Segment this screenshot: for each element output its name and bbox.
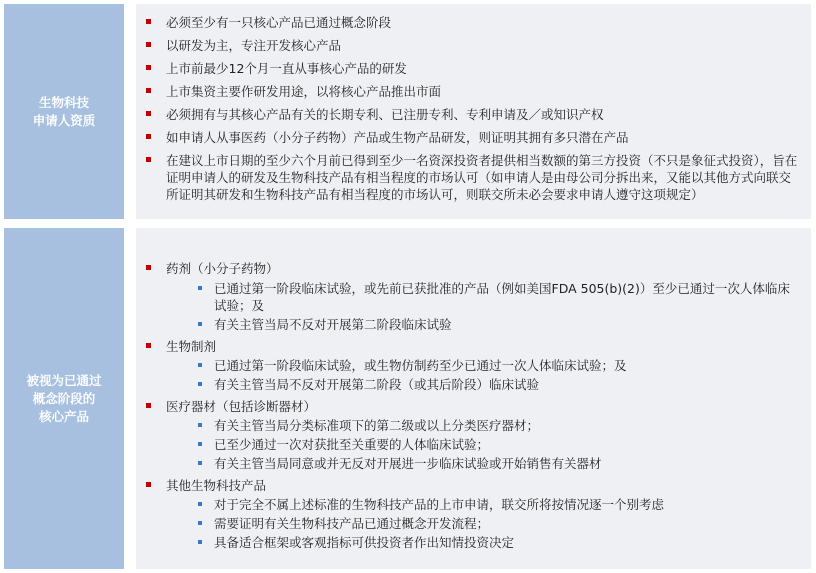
sub-item-text: 具备适合框架或客观指标可供投资者作出知情投资决定 (214, 535, 515, 550)
product-category-list (136, 398, 811, 415)
row-label: 生物科技 申请人资质 (32, 94, 96, 128)
row-label-cell (4, 228, 124, 569)
square-bullet-icon (198, 363, 202, 367)
square-bullet-icon (198, 502, 202, 506)
square-bullet-icon (146, 134, 151, 139)
list-item-text: 如申请人从事医药（小分子药物）产品或生物产品研发，则证明其拥有多只潜在产品 (166, 130, 629, 145)
requirements-list (136, 4, 811, 203)
row-content-cell (136, 4, 811, 219)
row-label: 被视为已通过 概念阶段的 核心产品 (26, 372, 102, 424)
row-content-cell (136, 228, 811, 569)
sub-item (136, 376, 811, 393)
square-bullet-icon (198, 521, 202, 525)
category-item (136, 398, 811, 415)
square-bullet-icon (198, 382, 202, 386)
square-bullet-icon (146, 157, 151, 162)
list-item-text: 在建议上市日期的至少六个月前已得到至少一名资深投资者提供相当数额的第三方投资（不只是象征式投资），旨在证明申请人的研发及生物科技产品有相当程度的市场认可（如申请人是由母公司分拆出来，又能以其他方式向联交所证明其研发和生物科技产品有相当程度的市场认可，则联交所未必会要求申请人遵守这项规定） (166, 153, 798, 202)
category-title: 医疗器材（包括诊断器材） (166, 399, 317, 414)
sub-item-text: 有关主管当局分类标准项下的第二级或以上分类医疗器材； (214, 418, 540, 433)
square-bullet-icon (146, 19, 151, 24)
square-bullet-icon (198, 423, 202, 427)
sub-item (136, 496, 811, 513)
list-item (136, 14, 811, 31)
applicant-qualification-row (0, 4, 816, 219)
product-category-list (136, 477, 811, 494)
square-bullet-icon (146, 403, 151, 408)
sub-item (136, 436, 811, 453)
sub-item-text: 已通过第一阶段临床试验，或生物仿制药至少已通过一次人体临床试验；及 (214, 358, 627, 373)
square-bullet-icon (146, 42, 151, 47)
category-item (136, 338, 811, 355)
list-item (136, 152, 811, 203)
category-item (136, 260, 811, 277)
category-title: 药剂（小分子药物） (166, 261, 279, 276)
category-sub-list (136, 496, 811, 551)
list-item (136, 129, 811, 146)
list-item (136, 106, 811, 123)
sub-item (136, 280, 799, 314)
sub-item-text: 已至少通过一次对获批至关重要的人体临床试验； (214, 437, 490, 452)
square-bullet-icon (198, 442, 202, 446)
sub-item-text: 已通过第一阶段临床试验，或先前已获批准的产品（例如美国FDA 505(b)(2)）至少已通过一次人体临床试验；及 (214, 281, 790, 313)
sub-item-text: 有关主管当局不反对开展第二阶段（或其后阶段）临床试验 (214, 377, 540, 392)
sub-item (136, 515, 811, 532)
core-product-row (0, 228, 816, 569)
sub-item (136, 534, 811, 551)
product-category-list (136, 228, 811, 277)
sub-item (136, 417, 811, 434)
square-bullet-icon (198, 322, 202, 326)
sub-item (136, 316, 799, 333)
sub-item-text: 有关主管当局同意或并无反对开展进一步临床试验或开始销售有关器材 (214, 456, 602, 471)
category-title: 其他生物科技产品 (166, 478, 267, 493)
sub-item-text: 有关主管当局不反对开展第二阶段临床试验 (214, 317, 452, 332)
square-bullet-icon (146, 343, 151, 348)
list-item-text: 必须拥有与其核心产品有关的长期专利、已注册专利、专利申请及／或知识产权 (166, 107, 604, 122)
category-sub-list (136, 357, 811, 393)
list-item-text: 上市前最少12个月一直从事核心产品的研发 (166, 61, 407, 76)
list-item (136, 37, 811, 54)
sub-item (136, 455, 811, 472)
category-item (136, 477, 811, 494)
list-item-text: 上市集资主要作研发用途，以将核心产品推出市面 (166, 84, 442, 99)
product-category-list (136, 338, 811, 355)
square-bullet-icon (146, 88, 151, 93)
list-item (136, 83, 811, 100)
square-bullet-icon (198, 540, 202, 544)
square-bullet-icon (146, 111, 151, 116)
sub-item-text: 需要证明有关生物科技产品已通过概念开发流程； (214, 516, 490, 531)
sub-item (136, 357, 811, 374)
category-title: 生物制剂 (166, 339, 217, 354)
square-bullet-icon (198, 461, 202, 465)
square-bullet-icon (146, 65, 151, 70)
row-label-cell (4, 4, 124, 219)
square-bullet-icon (146, 482, 151, 487)
category-sub-list (136, 280, 811, 333)
list-item-text: 以研发为主，专注开发核心产品 (166, 38, 342, 53)
square-bullet-icon (198, 286, 202, 290)
list-item-text: 必须至少有一只核心产品已通过概念阶段 (166, 15, 392, 30)
category-sub-list (136, 417, 811, 472)
sub-item-text: 对于完全不属上述标准的生物科技产品的上市申请，联交所将按情况逐一个别考虑 (214, 497, 665, 512)
square-bullet-icon (146, 265, 151, 270)
list-item (136, 60, 811, 77)
